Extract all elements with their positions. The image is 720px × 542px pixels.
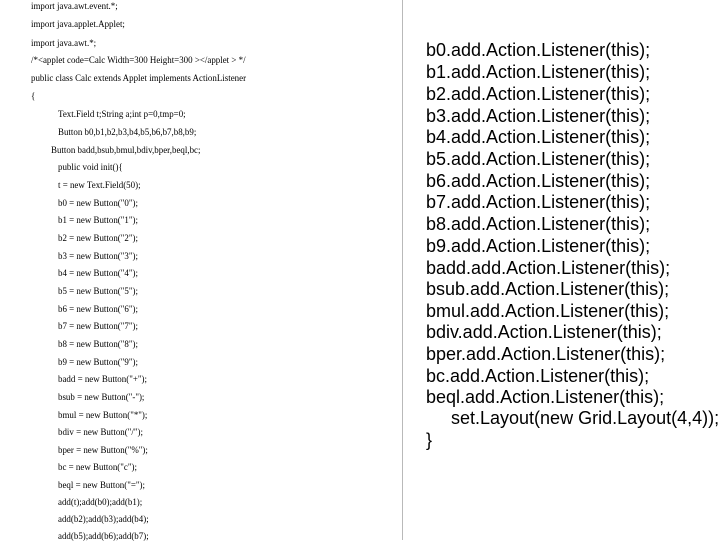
code-line: bdiv = new Button("/"); (58, 427, 143, 438)
code-line: b2.add.Action.Listener(this); (426, 84, 651, 104)
code-line: b4.add.Action.Listener(this); (426, 127, 651, 147)
code-line: b7 = new Button("7"); (58, 321, 138, 332)
code-line: bmul.add.Action.Listener(this); (426, 301, 670, 321)
code-line: b8.add.Action.Listener(this); (426, 214, 651, 234)
code-line: import java.awt.event.*; (31, 1, 118, 12)
code-line: /*<applet code=Calc Width=300 Height=300 ></applet > */ (31, 55, 246, 66)
code-line: bsub.add.Action.Listener(this); (426, 279, 670, 299)
code-line: b6 = new Button("6"); (58, 304, 138, 315)
code-line: b0.add.Action.Listener(this); (426, 40, 651, 60)
code-line: public void init(){ (58, 162, 123, 173)
code-line: } (426, 430, 433, 450)
code-line: add(b2);add(b3);add(b4); (58, 514, 149, 525)
code-line: b9 = new Button("9"); (58, 357, 138, 368)
code-line: b3.add.Action.Listener(this); (426, 106, 651, 126)
code-line: b8 = new Button("8"); (58, 339, 138, 350)
code-line: b1 = new Button("1"); (58, 215, 138, 226)
code-line: import java.awt.*; (31, 38, 97, 49)
code-line: bc = new Button("c"); (58, 462, 137, 473)
code-line: bper = new Button("%"); (58, 445, 148, 456)
code-line: badd.add.Action.Listener(this); (426, 258, 671, 278)
code-line: b4 = new Button("4"); (58, 268, 138, 279)
code-line: { (31, 91, 36, 102)
code-line: add(b5);add(b6);add(b7); (58, 531, 149, 542)
code-line: bc.add.Action.Listener(this); (426, 366, 650, 386)
code-line: b9.add.Action.Listener(this); (426, 236, 651, 256)
code-line: b2 = new Button("2"); (58, 233, 138, 244)
code-line: public class Calc extends Applet implements ActionListener (31, 73, 247, 84)
code-line: bper.add.Action.Listener(this); (426, 344, 666, 364)
code-line: set.Layout(new Grid.Layout(4,4)); (451, 408, 720, 428)
code-line: bsub = new Button("-"); (58, 392, 145, 403)
code-line: bmul = new Button("*"); (58, 410, 148, 421)
code-line: Button b0,b1,b2,b3,b4,b5,b6,b7,b8,b9; (58, 127, 197, 138)
code-line: b0 = new Button("0"); (58, 198, 138, 209)
code-line: add(t);add(b0);add(b1); (58, 497, 143, 508)
code-line: b6.add.Action.Listener(this); (426, 171, 651, 191)
code-line: beql = new Button("="); (58, 480, 145, 491)
code-line: b7.add.Action.Listener(this); (426, 192, 651, 212)
code-line: Text.Field t;String a;int p=0,tmp=0; (58, 109, 186, 120)
code-line: beql.add.Action.Listener(this); (426, 387, 665, 407)
code-line: Button badd,bsub,bmul,bdiv,bper,beql,bc; (51, 145, 201, 156)
code-line: t = new Text.Field(50); (58, 180, 141, 191)
code-line: import java.applet.Applet; (31, 19, 125, 30)
code-line: b5.add.Action.Listener(this); (426, 149, 651, 169)
code-line: bdiv.add.Action.Listener(this); (426, 322, 662, 342)
code-line: badd = new Button("+"); (58, 374, 147, 385)
code-line: b5 = new Button("5"); (58, 286, 138, 297)
code-line: b3 = new Button("3"); (58, 251, 138, 262)
code-line: b1.add.Action.Listener(this); (426, 62, 651, 82)
